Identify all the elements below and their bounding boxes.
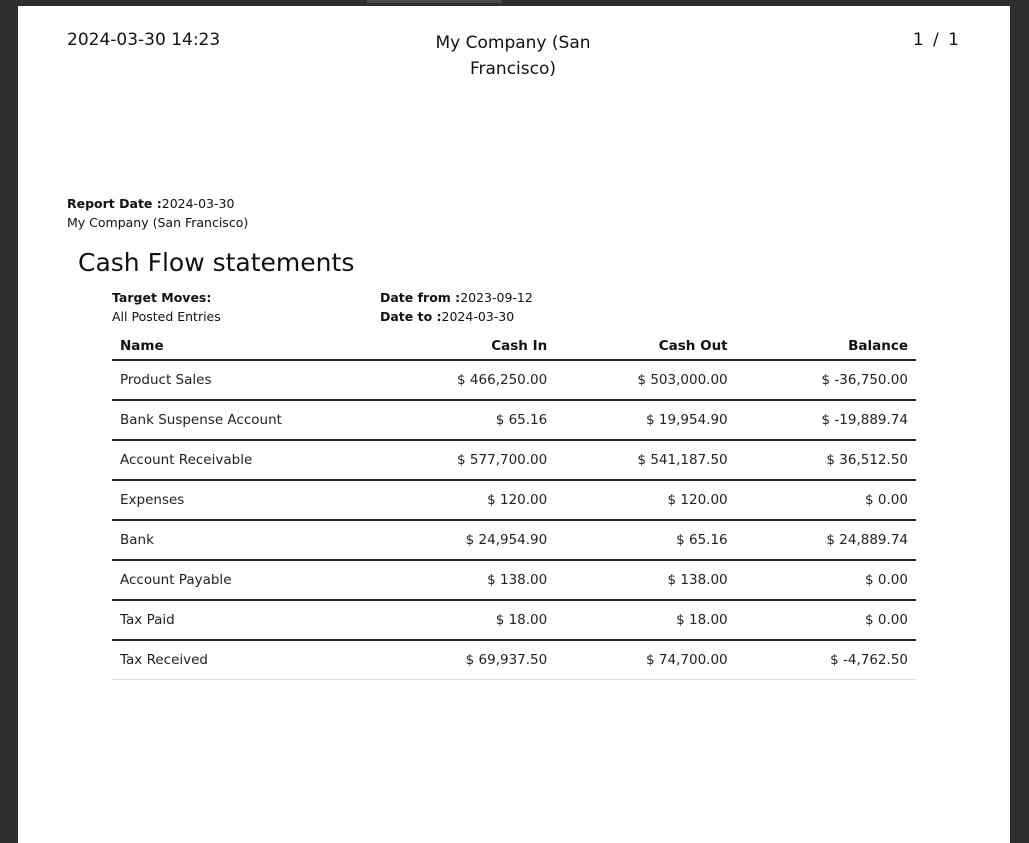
date-range-filter: [380, 288, 533, 326]
cell-cash-out: $ 503,000.00: [555, 360, 735, 400]
cell-balance: $ 24,889.74: [736, 520, 916, 560]
target-moves-label: Target Moves:: [112, 290, 212, 305]
cell-cash-in: $ 18.00: [375, 600, 555, 640]
table-row: [112, 600, 916, 640]
cell-cash-out: $ 541,187.50: [555, 440, 735, 480]
cash-flow-table: [112, 333, 916, 680]
cell-name: Tax Received: [112, 640, 375, 680]
table-row: [112, 520, 916, 560]
cell-cash-in: $ 466,250.00: [375, 360, 555, 400]
cell-balance: $ 0.00: [736, 560, 916, 600]
cell-name: Bank: [112, 520, 375, 560]
report-page: [18, 6, 1010, 843]
cell-name: Bank Suspense Account: [112, 400, 375, 440]
table-row: [112, 440, 916, 480]
header-company-name: My Company (San Francisco): [435, 33, 591, 79]
date-to-value: 2024-03-30: [441, 309, 515, 324]
table-row: [112, 560, 916, 600]
cell-cash-in: $ 577,700.00: [375, 440, 555, 480]
cell-cash-out: $ 19,954.90: [555, 400, 735, 440]
target-moves-filter: [112, 288, 221, 326]
cell-cash-in: $ 69,937.50: [375, 640, 555, 680]
cell-name: Tax Paid: [112, 600, 375, 640]
table-row: [112, 400, 916, 440]
cell-cash-out: $ 18.00: [555, 600, 735, 640]
cell-name: Product Sales: [112, 360, 375, 400]
column-header-cash-in: Cash In: [375, 333, 555, 360]
report-date-line: [67, 194, 248, 213]
table-row: [112, 360, 916, 400]
page-counter: 1 / 1: [912, 30, 959, 50]
cell-name: Account Receivable: [112, 440, 375, 480]
column-header-balance: Balance: [736, 333, 916, 360]
cell-balance: $ 36,512.50: [736, 440, 916, 480]
page-title: Cash Flow statements: [78, 248, 355, 277]
cell-balance: $ 0.00: [736, 600, 916, 640]
print-datetime: 2024-03-30 14:23: [67, 30, 221, 50]
table-row: [112, 640, 916, 680]
column-header-cash-out: Cash Out: [555, 333, 735, 360]
table-header-row: [112, 333, 916, 360]
viewer-scroll-thumb[interactable]: [367, 0, 502, 3]
cell-balance: $ -19,889.74: [736, 400, 916, 440]
cell-cash-out: $ 74,700.00: [555, 640, 735, 680]
cell-balance: $ 0.00: [736, 480, 916, 520]
cell-name: Account Payable: [112, 560, 375, 600]
date-from-label: Date from :: [380, 290, 461, 305]
cell-cash-out: $ 65.16: [555, 520, 735, 560]
report-company: My Company (San Francisco): [67, 215, 249, 230]
cell-cash-out: $ 120.00: [555, 480, 735, 520]
cell-name: Expenses: [112, 480, 375, 520]
report-date-value: 2024-03-30: [161, 196, 235, 211]
cell-cash-in: $ 138.00: [375, 560, 555, 600]
date-from-value: 2023-09-12: [460, 290, 533, 305]
target-moves-value: All Posted Entries: [112, 309, 221, 324]
date-to-label: Date to :: [380, 309, 442, 324]
report-meta: [67, 194, 248, 232]
cell-cash-in: $ 120.00: [375, 480, 555, 520]
cell-balance: $ -4,762.50: [736, 640, 916, 680]
cell-balance: $ -36,750.00: [736, 360, 916, 400]
cell-cash-in: $ 24,954.90: [375, 520, 555, 560]
cell-cash-in: $ 65.16: [375, 400, 555, 440]
report-date-label: Report Date :: [67, 196, 162, 211]
column-header-name: Name: [112, 333, 375, 360]
cell-cash-out: $ 138.00: [555, 560, 735, 600]
table-row: [112, 480, 916, 520]
